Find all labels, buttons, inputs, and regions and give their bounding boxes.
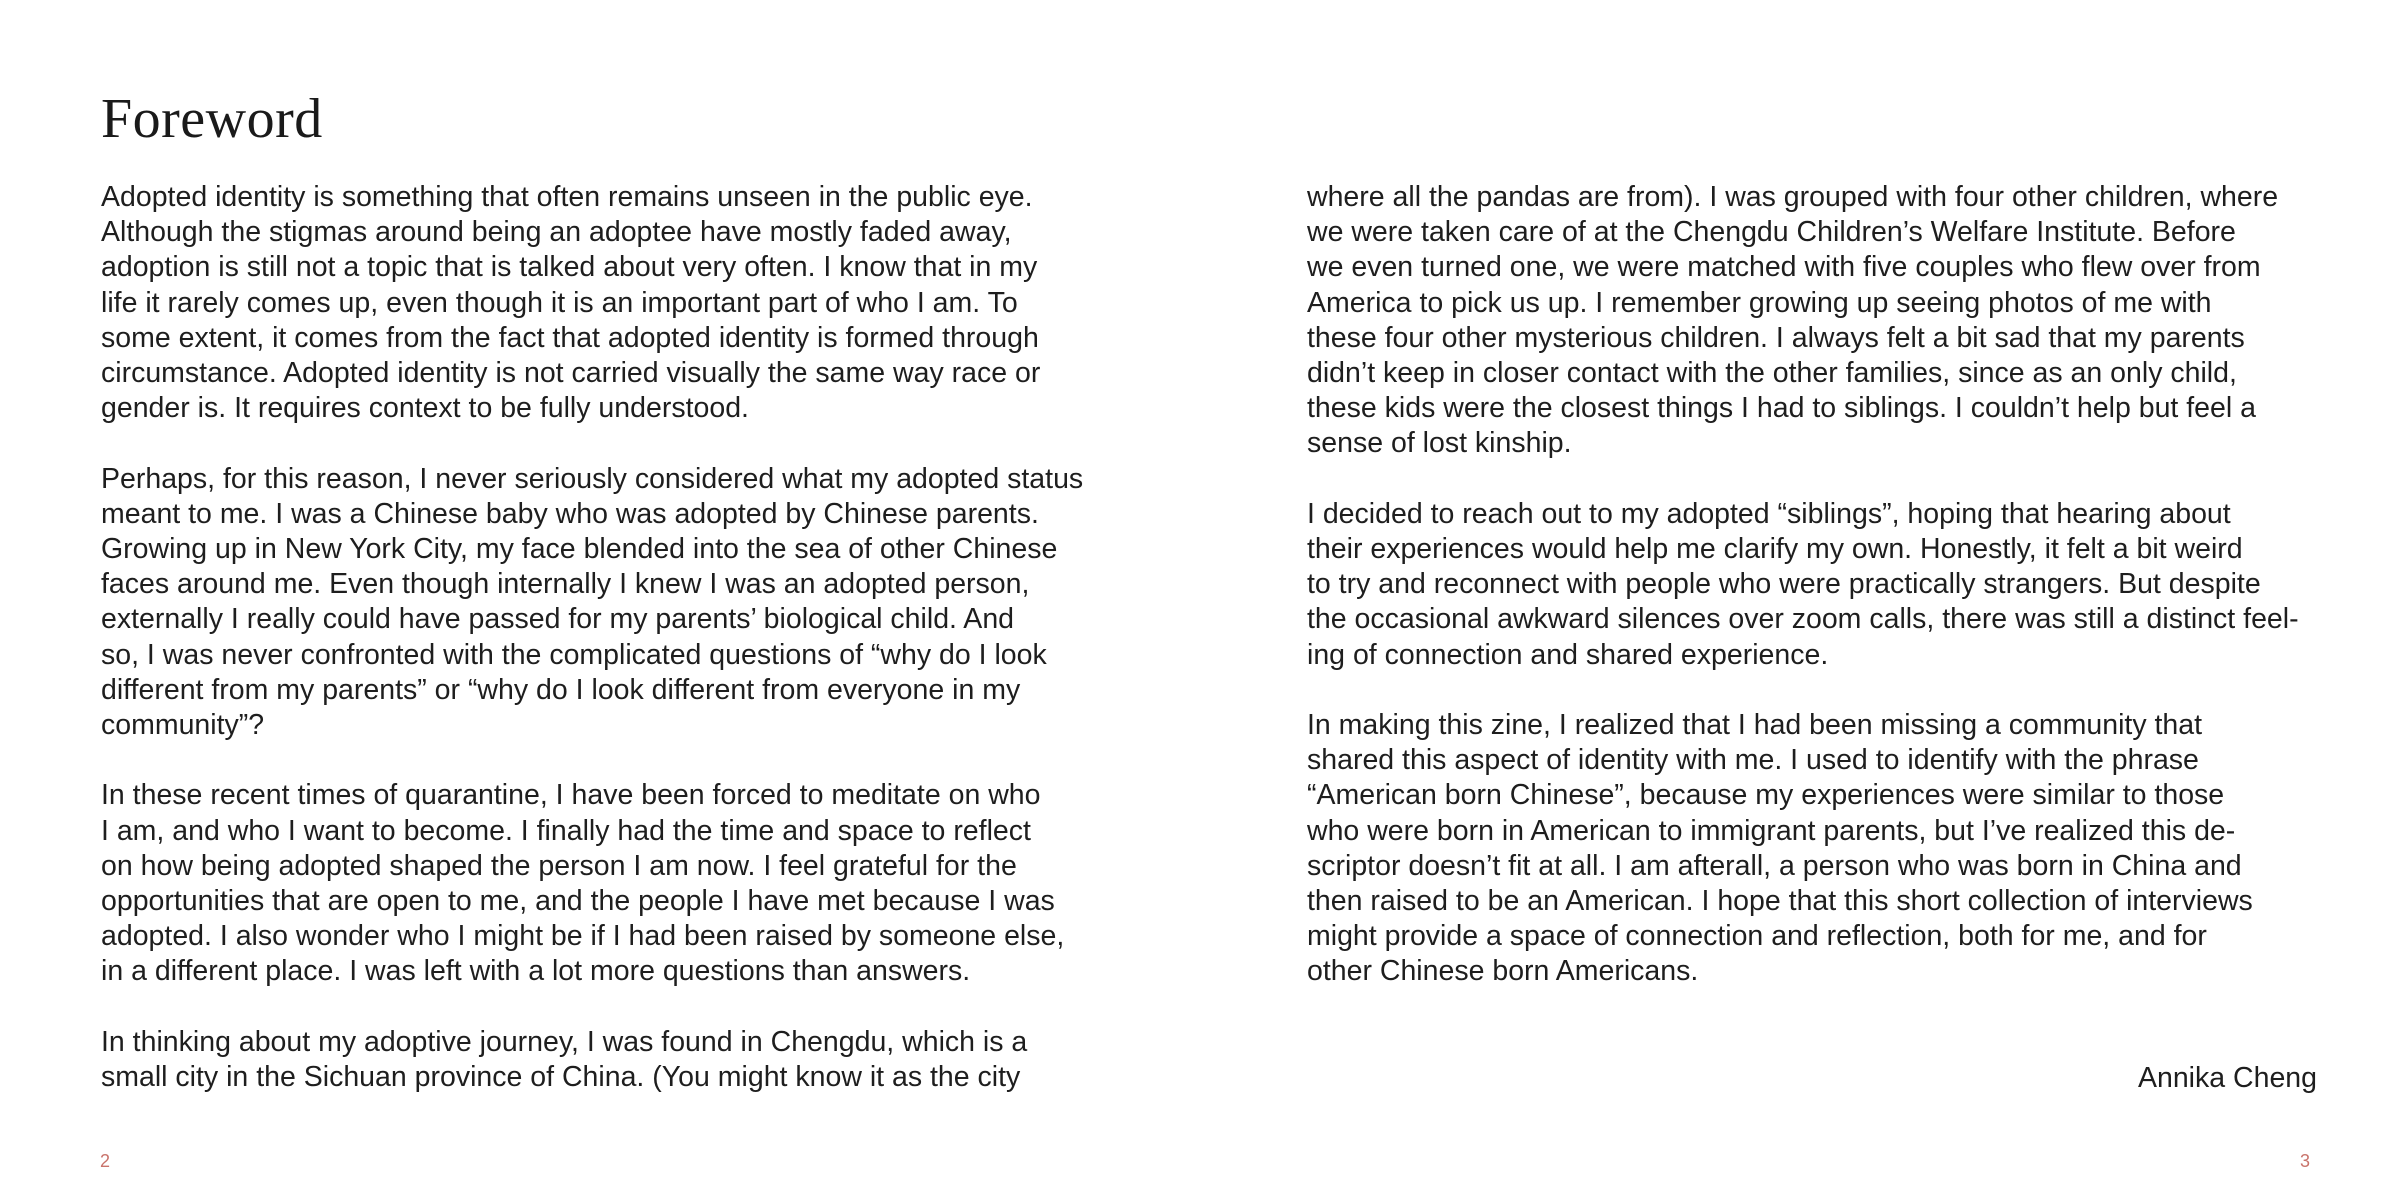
text-line: we even turned one, we were matched with five couples who flew over from: [1307, 251, 2261, 284]
text-line: adopted. I also wonder who I might be if I had been raised by someone else,: [101, 920, 1065, 953]
paragraph: [101, 778, 1111, 989]
text-line: shared this aspect of identity with me. I used to identify with the phrase: [1307, 744, 2199, 777]
text-line: In thinking about my adoptive journey, I was found in Chengdu, which is a: [101, 1025, 1028, 1058]
text-line: different from my parents” or “why do I look different from everyone in my: [101, 673, 1021, 706]
text-line: to try and reconnect with people who were practically strangers. But despite: [1307, 568, 2261, 601]
text-line: externally I really could have passed for my parents’ biological child. And: [101, 603, 1015, 636]
text-line: might provide a space of connection and reflection, both for me, and for: [1307, 920, 2207, 953]
text-line: Perhaps, for this reason, I never seriously considered what my adopted status: [101, 462, 1084, 495]
text-line: in a different place. I was left with a lot more questions than answers.: [101, 955, 971, 988]
paragraph: [1307, 497, 2317, 673]
text-line: Adopted identity is something that often remains unseen in the public eye.: [101, 181, 1033, 213]
text-line: on how being adopted shaped the person I am now. I feel grateful for the: [101, 849, 1017, 882]
paragraph: [1307, 708, 2317, 990]
text-line: opportunities that are open to me, and the people I have met because I was: [101, 885, 1055, 918]
right-page: [1199, 0, 2398, 1199]
author-signature: Annika Cheng: [2137, 1062, 2317, 1094]
text-line: small city in the Sichuan province of China. (You might know it as the city: [101, 1061, 1021, 1094]
text-line: I decided to reach out to my adopted “siblings”, hoping that hearing about: [1307, 497, 2231, 530]
text-line: adoption is still not a topic that is talked about very often. I know that in my: [101, 251, 1038, 284]
text-line: In making this zine, I realized that I had been missing a community that: [1307, 709, 2203, 742]
text-line: meant to me. I was a Chinese baby who was adopted by Chinese parents.: [101, 497, 1039, 530]
text-line: so, I was never confronted with the complicated questions of “why do I look: [101, 638, 1047, 671]
text-line: then raised to be an American. I hope that this short collection of interviews: [1307, 885, 2253, 918]
text-line: faces around me. Even though internally I knew I was an adopted person,: [101, 568, 1030, 601]
text-line: who were born in American to immigrant parents, but I’ve realized this de-: [1307, 814, 2236, 847]
right-text-column: [1307, 180, 2317, 1025]
paragraph: [101, 180, 1111, 426]
text-line: some extent, it comes from the fact that adopted identity is formed through: [101, 321, 1039, 354]
text-line: where all the pandas are from). I was grouped with four other children, where: [1307, 181, 2279, 213]
text-line: their experiences would help me clarify my own. Honestly, it felt a bit weird: [1307, 533, 2243, 566]
paragraph: [101, 1025, 1111, 1095]
text-line: we were taken care of at the Chengdu Children’s Welfare Institute. Before: [1307, 216, 2236, 249]
text-line: the occasional awkward silences over zoom calls, there was still a distinct feel-: [1307, 603, 2299, 636]
text-line: ing of connection and shared experience.: [1307, 638, 1829, 671]
text-line: gender is. It requires context to be fully understood.: [101, 392, 749, 425]
text-line: these kids were the closest things I had to siblings. I couldn’t help but feel a: [1307, 392, 2256, 425]
text-line: Although the stigmas around being an adoptee have mostly faded away,: [101, 216, 1012, 249]
page-number-right: 3: [2299, 1151, 2310, 1171]
text-line: other Chinese born Americans.: [1307, 955, 1699, 988]
paragraph: [1307, 180, 2317, 462]
text-line: In these recent times of quarantine, I have been forced to meditate on who: [101, 779, 1041, 812]
text-line: scriptor doesn’t fit at all. I am afterall, a person who was born in China and: [1307, 849, 2242, 882]
left-text-column: [101, 180, 1111, 1130]
text-line: these four other mysterious children. I always felt a bit sad that my parents: [1307, 321, 2245, 354]
text-line: Growing up in New York City, my face blended into the sea of other Chinese: [101, 533, 1058, 566]
text-line: circumstance. Adopted identity is not carried visually the same way race or: [101, 357, 1041, 390]
text-line: didn’t keep in closer contact with the other families, since as an only child,: [1307, 357, 2237, 390]
text-line: life it rarely comes up, even though it is an important part of who I am. To: [101, 286, 1018, 319]
text-line: sense of lost kinship.: [1307, 427, 1572, 460]
paragraph: [101, 462, 1111, 744]
text-line: America to pick us up. I remember growing up seeing photos of me with: [1307, 286, 2212, 319]
text-line: “American born Chinese”, because my experiences were similar to those: [1307, 779, 2225, 812]
page-title: Foreword: [101, 88, 323, 150]
text-line: community”?: [101, 709, 265, 742]
page-number-left: 2: [100, 1151, 111, 1171]
text-line: I am, and who I want to become. I finally had the time and space to reflect: [101, 814, 1031, 847]
